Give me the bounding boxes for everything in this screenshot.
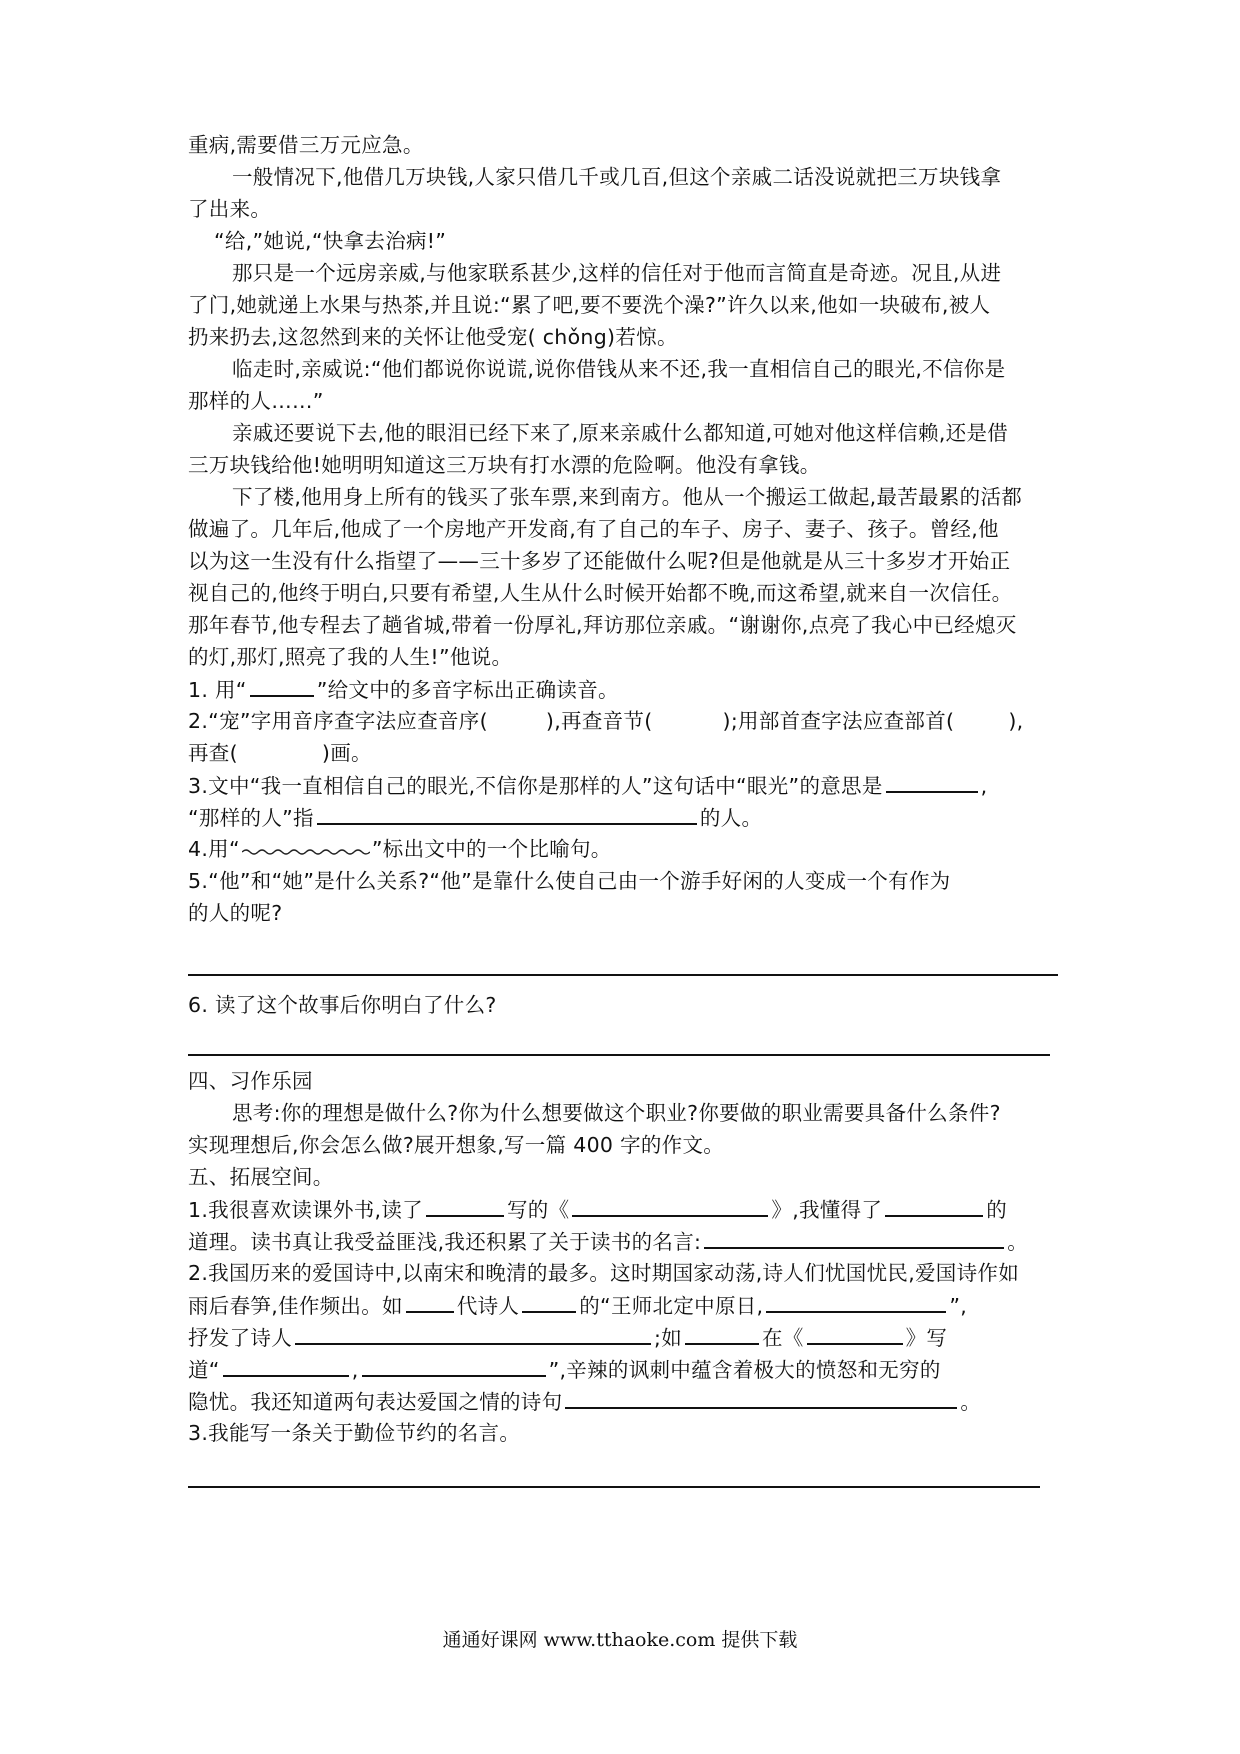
extension-2-cont: 隐忧。我还知道两句表达爱国之情的诗句 。: [188, 1385, 1068, 1418]
answer-blank[interactable]: [565, 1385, 957, 1409]
answer-blank[interactable]: [223, 1353, 349, 1377]
passage-line: 亲戚还要说下去,他的眼泪已经下来了,原来亲戚什么都知道,可她对他这样信赖,还是借: [232, 421, 1009, 445]
question-5: 5.“他”和“她”是什么关系?“他”是靠什么使自己由一个游手好闲的人变成一个有作为: [188, 869, 951, 893]
answer-blank[interactable]: [885, 1193, 983, 1217]
extension-1: 1.我很喜欢读课外书,读了 写的《 》,我懂得了 的: [188, 1193, 1068, 1226]
question-2: 2.“宠”字用音序查字法应查音序( ),再查音节( );用部首查字法应查部首( ),: [188, 709, 1024, 733]
passage-line: 以为这一生没有什么指望了——三十多岁了还能做什么呢?但是他就是从三十多岁才开始正: [188, 549, 1011, 573]
answer-blank[interactable]: [807, 1321, 903, 1345]
answer-blank[interactable]: [886, 769, 978, 793]
answer-blank[interactable]: [572, 1193, 768, 1217]
answer-blank[interactable]: [362, 1353, 546, 1377]
answer-line[interactable]: [188, 1054, 1050, 1056]
page-footer: 通通好课网 www.tthaoke.com 提供下载: [442, 1629, 798, 1651]
extension-2-cont: 雨后春笋,佳作频出。如 代诗人 的“王师北定中原日, ”,: [188, 1289, 1068, 1322]
passage-line: 重病,需要借三万元应急。: [188, 133, 424, 157]
passage-line: 的灯,那灯,照亮了我的人生!”他说。: [188, 645, 513, 669]
question-3-cont: “那样的人”指 的人。: [188, 801, 1068, 834]
writing-prompt-line: 实现理想后,你会怎么做?展开想象,写一篇 400 字的作文。: [188, 1133, 725, 1157]
question-1: 1. 用“ ”给文中的多音字标出正确读音。: [188, 673, 1068, 706]
passage-line: 了出来。: [188, 197, 272, 221]
extension-2-cont: 抒发了诗人 ;如 在《 》写: [188, 1321, 1068, 1354]
passage-line: “给,”她说,“快拿去治病!”: [214, 229, 447, 253]
answer-blank[interactable]: [685, 1321, 759, 1345]
answer-line[interactable]: [188, 1486, 1040, 1488]
passage-line: 那只是一个远房亲威,与他家联系甚少,这样的信任对于他而言简直是奇迹。况且,从进: [232, 261, 1002, 285]
passage-line: 三万块钱给他!她明明知道这三万块有打水漂的危险啊。他没有拿钱。: [188, 453, 821, 477]
passage-line: 临走时,亲威说:“他们都说你说谎,说你借钱从来不还,我一直相信自己的眼光,不信你是: [232, 357, 1006, 381]
passage-line: 扔来扔去,这忽然到来的关怀让他受宠( chǒng)若惊。: [188, 325, 678, 349]
question-2-cont: 再查( )画。: [188, 741, 372, 765]
passage-line: 做遍了。几年后,他成了一个房地产开发商,有了自己的车子、房子、妻子、孩子。曾经,他: [188, 517, 999, 541]
answer-blank[interactable]: [406, 1289, 454, 1313]
extension-1-cont: 道理。读书真让我受益匪浅,我还积累了关于读书的名言: 。: [188, 1225, 1068, 1258]
section-heading-extension: 五、拓展空间。: [188, 1165, 334, 1189]
passage-line: 那年春节,他专程去了趟省城,带着一份厚礼,拜访那位亲戚。“谢谢你,点亮了我心中已经熄灭: [188, 613, 1017, 637]
answer-blank[interactable]: [704, 1225, 1004, 1249]
extension-2: 2.我国历来的爱国诗中,以南宋和晚清的最多。这时期国家动荡,诗人们忧国忧民,爱国诗作如: [188, 1261, 1020, 1285]
question-4: 4.用“ ”标出文中的一个比喻句。: [188, 837, 612, 861]
answer-blank[interactable]: [522, 1289, 576, 1313]
passage-line: 视自己的,他终于明白,只要有希望,人生从什么时候开始都不晚,而这希望,就来自一次信任。: [188, 581, 1013, 605]
extension-3: 3.我能写一条关于勤俭节约的名言。: [188, 1421, 521, 1445]
answer-blank[interactable]: [426, 1193, 504, 1217]
passage-line: 下了楼,他用身上所有的钱买了张车票,来到南方。他从一个搬运工做起,最苦最累的活都: [232, 485, 1023, 509]
answer-line[interactable]: [188, 974, 1058, 976]
passage-line: 那样的人……”: [188, 389, 324, 413]
question-5-cont: 的人的呢?: [188, 901, 283, 925]
answer-blank[interactable]: [250, 673, 314, 697]
answer-blank[interactable]: [766, 1289, 946, 1313]
passage-line: 了门,她就递上水果与热茶,并且说:“累了吧,要不要洗个澡?”许久以来,他如一块破布,被人: [188, 293, 991, 317]
passage-line: 一般情况下,他借几万块钱,人家只借几千或几百,但这个亲戚二话没说就把三万块钱拿: [232, 165, 1002, 189]
question-3: 3.文中“我一直相信自己的眼光,不信你是那样的人”这句话中“眼光”的意思是 ,: [188, 769, 1068, 802]
wavy-underline-icon: [242, 838, 370, 856]
answer-blank[interactable]: [295, 1321, 651, 1345]
writing-prompt-line: 思考:你的理想是做什么?你为什么想要做这个职业?你要做的职业需要具备什么条件?: [232, 1101, 1001, 1125]
answer-blank[interactable]: [317, 801, 697, 825]
question-6: 6. 读了这个故事后你明白了什么?: [188, 993, 497, 1017]
extension-2-cont: 道“ , ”,辛辣的讽刺中蕴含着极大的愤怒和无穷的: [188, 1353, 1068, 1386]
section-heading-writing: 四、习作乐园: [188, 1069, 313, 1093]
